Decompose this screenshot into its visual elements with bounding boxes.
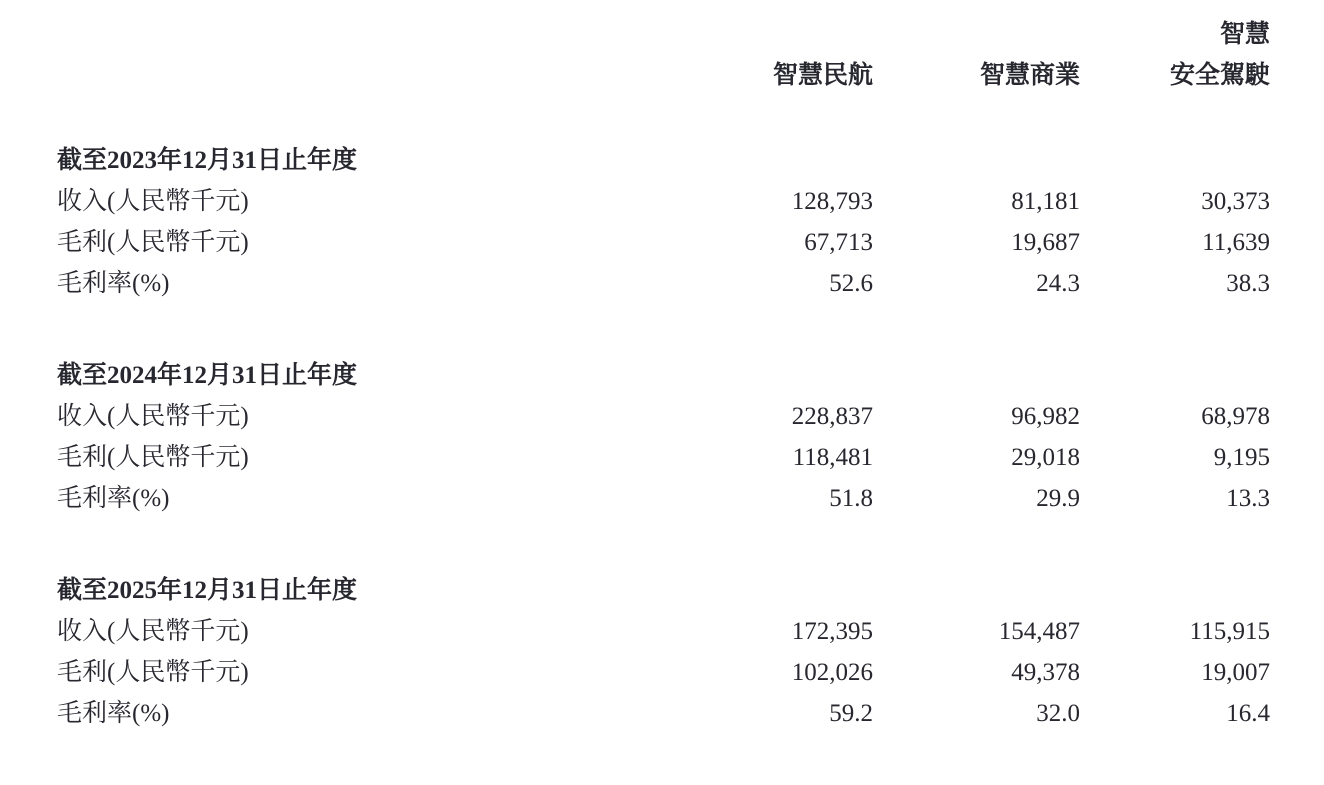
section-title-fy2023: 截至2023年12月31日止年度 — [57, 147, 358, 174]
header-row-line1 — [57, 14, 1270, 55]
value-cell: 68,978 — [1201, 403, 1270, 430]
value-cell: 128,793 — [791, 188, 873, 215]
value-cell: 52.6 — [829, 270, 873, 297]
value-cell: 154,487 — [998, 618, 1080, 645]
row-label-revenue: 收入(人民幣千元) — [57, 403, 249, 430]
table-row — [57, 396, 1270, 437]
header-empty-cell — [57, 14, 673, 55]
value-cell: 29,018 — [1011, 444, 1080, 471]
value-cell: 24.3 — [1036, 270, 1080, 297]
row-label-revenue: 收入(人民幣千元) — [57, 188, 249, 215]
table-row — [57, 652, 1270, 693]
header-empty-cell — [673, 14, 873, 55]
value-cell: 30,373 — [1201, 188, 1270, 215]
value-cell: 115,915 — [1189, 618, 1270, 645]
value-cell: 81,181 — [1011, 188, 1080, 215]
value-cell: 19,687 — [1011, 229, 1080, 256]
section-title-row-fy2025 — [57, 570, 1270, 611]
value-cell: 49,378 — [1011, 659, 1080, 686]
segment-financials-table — [57, 14, 1270, 734]
header-empty-cell — [57, 55, 673, 96]
table-row — [57, 611, 1270, 652]
table-row — [57, 222, 1270, 263]
table-row — [57, 478, 1270, 519]
value-cell: 67,713 — [804, 229, 873, 256]
value-cell: 13.3 — [1226, 485, 1270, 512]
value-cell: 16.4 — [1226, 700, 1270, 727]
section-title-fy2025: 截至2025年12月31日止年度 — [57, 577, 358, 604]
value-cell: 96,982 — [1011, 403, 1080, 430]
value-cell: 59.2 — [829, 700, 873, 727]
spacer — [57, 96, 1270, 140]
value-cell: 9,195 — [1213, 444, 1270, 471]
table-row — [57, 181, 1270, 222]
row-label-gross-profit: 毛利(人民幣千元) — [57, 444, 249, 471]
value-cell: 102,026 — [791, 659, 873, 686]
value-cell: 172,395 — [791, 618, 873, 645]
row-label-gross-profit: 毛利(人民幣千元) — [57, 229, 249, 256]
header-empty-cell — [873, 14, 1080, 55]
column-header-smart-safe-driving-line2: 安全駕駛 — [1169, 62, 1270, 89]
row-label-revenue: 收入(人民幣千元) — [57, 618, 249, 645]
value-cell: 29.9 — [1036, 485, 1080, 512]
row-label-gross-margin: 毛利率(%) — [57, 270, 170, 297]
value-cell: 11,639 — [1202, 229, 1270, 256]
section-title-row-fy2024 — [57, 355, 1270, 396]
column-header-smart-safe-driving-line1: 智慧 — [1219, 21, 1270, 48]
header-row-line2 — [57, 55, 1270, 96]
value-cell: 228,837 — [791, 403, 873, 430]
value-cell: 118,481 — [792, 444, 873, 471]
row-label-gross-margin: 毛利率(%) — [57, 485, 170, 512]
spacer — [57, 519, 1270, 570]
table-row — [57, 263, 1270, 304]
table-row — [57, 437, 1270, 478]
column-header-smart-commerce: 智慧商業 — [979, 62, 1080, 89]
value-cell: 38.3 — [1226, 270, 1270, 297]
row-label-gross-margin: 毛利率(%) — [57, 700, 170, 727]
table-row — [57, 693, 1270, 734]
section-title-row-fy2023 — [57, 140, 1270, 181]
column-header-smart-aviation: 智慧民航 — [772, 62, 873, 89]
section-title-fy2024: 截至2024年12月31日止年度 — [57, 362, 358, 389]
value-cell: 19,007 — [1201, 659, 1270, 686]
spacer — [57, 304, 1270, 355]
value-cell: 32.0 — [1036, 700, 1080, 727]
value-cell: 51.8 — [829, 485, 873, 512]
document-page — [0, 14, 1324, 785]
row-label-gross-profit: 毛利(人民幣千元) — [57, 659, 249, 686]
